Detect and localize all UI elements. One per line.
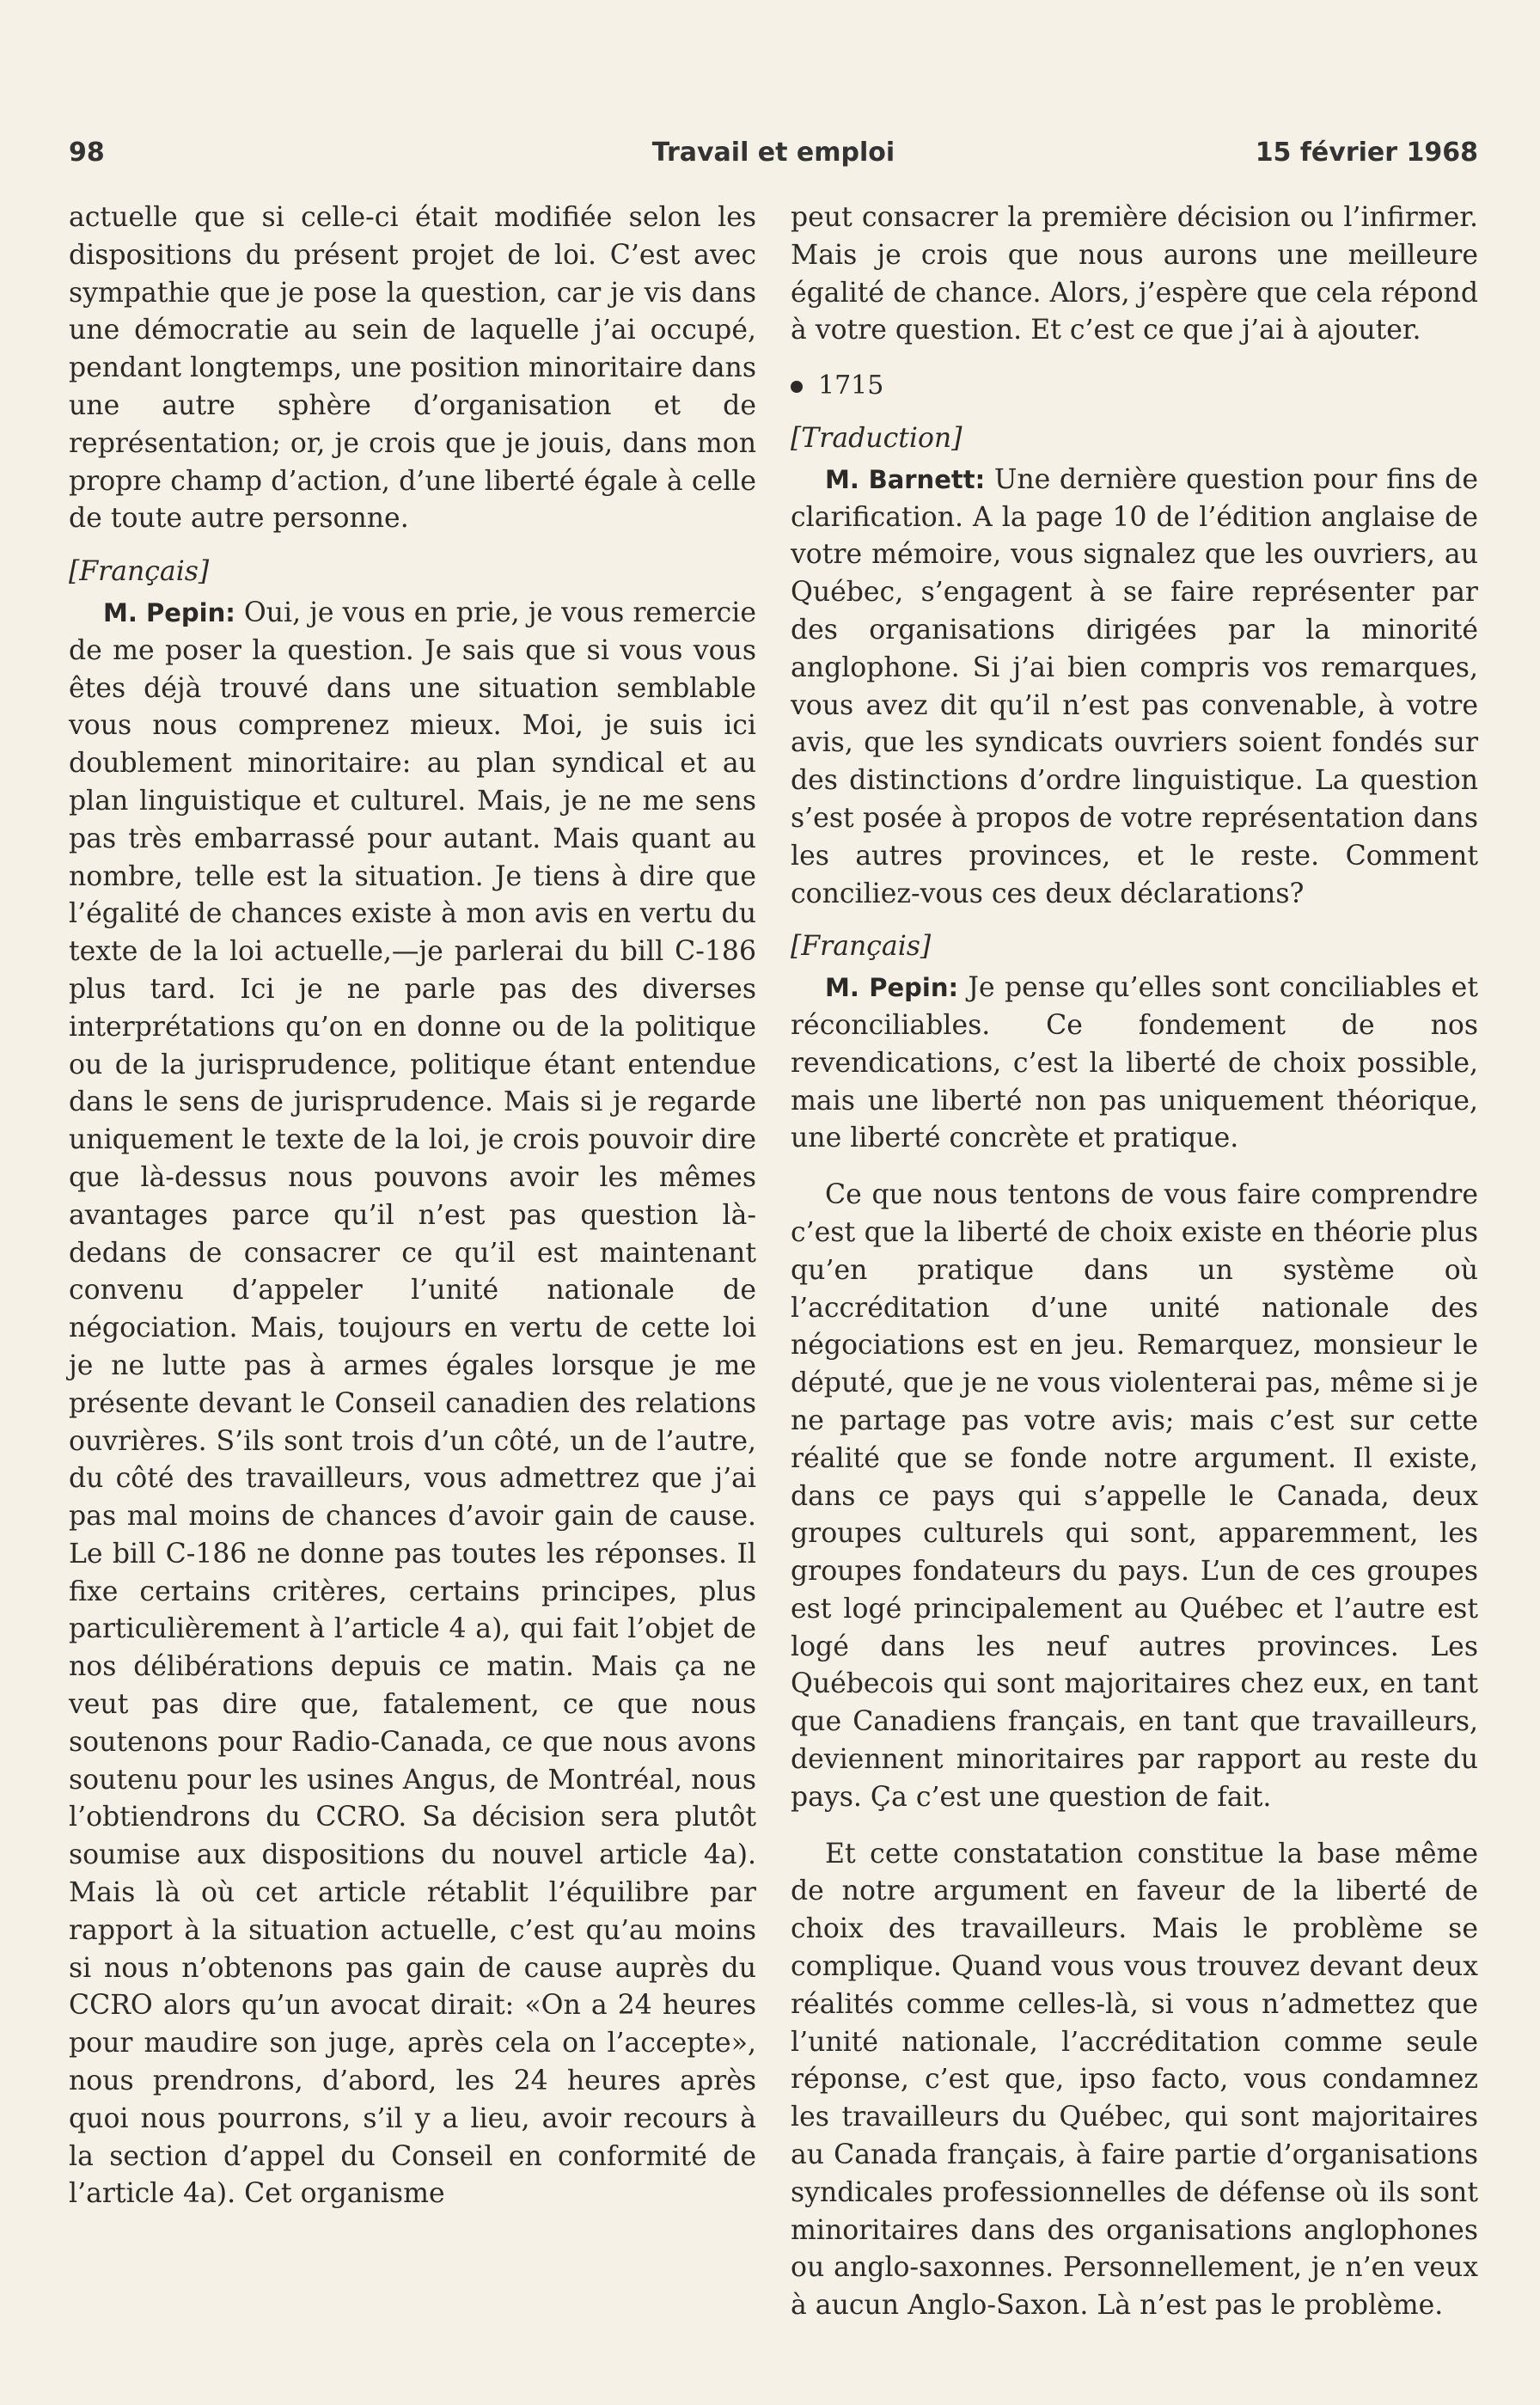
header-date: 15 février 1968 [1255,138,1478,168]
right-column [791,199,1478,2325]
time-marker-number: 1715 [818,370,884,401]
language-tag: [Français] [69,556,210,588]
time-marker [791,367,1478,405]
speech-text: Oui, je vous en prie, je vous remercie de me poser la question. Je sais que si vous vous êtes déjà trouvé dans une situation semblable vous nous comprenez mieux. Moi, je suis ici doublement minoritaire: au plan syndical et au plan linguistique et culturel. Mais, je ne me sens pas très embarrassé pour autant. Mais quant au nombre, telle est la situation. Je tiens à dire que l’égalité de chances existe à mon avis en vertu du texte de la loi actuelle,—je parlerai du bill C-186 plus tard. Ici je ne parle pas des diverses interprétations qu’on en donne ou de la politique ou de la jurisprudence, politique étant entendue dans le sens de jurisprudence. Mais si je regarde uniquement le texte de la loi, je crois pouvoir dire que là-dessus nous pouvons avoir les mêmes avantages parce qu’il n’est pas question là-dedans de consacrer ce qu’il est maintenant convenu d’appeler l’unité nationale de négociation. Mais, toujours en vertu de cette loi je ne lutte pas à armes égales lorsque je me présente devant le Conseil canadien des relations ouvrières. S’ils sont trois d’un côté, un de l’autre, du côté des travailleurs, vous admettrez que j’ai pas mal moins de chances d’avoir gain de cause. Le bill C-186 ne donne pas toutes les réponses. Il fixe certains critères, certains principes, plus particulièrement à l’article 4 a), qui fait l’objet de nos délibérations depuis ce matin. Mais ça ne veut pas dire que, fatalement, ce que nous soutenons pour Radio-Canada, ce que nous avons soutenu pour les usines Angus, de Montréal, nous l’obtiendrons du CCRO. Sa décision sera plutôt soumise aux dispositions du nouvel article 4a). Mais là où cet article rétablit l’équilibre par rapport à la situation actuelle, c’est qu’au moins si nous n’obtenons pas gain de cause auprès du CCRO alors qu’un avocat dirait: «On a 24 heures pour maudire son juge, après cela on l’accepte», nous prendrons, d’abord, les 24 heures après quoi nous pourrons, s’il y a lieu, avoir recours à la section d’appel du Conseil en conformité de l’article 4a). Cet organisme [69,597,756,2210]
speech-text: Je pense qu’elles sont conciliables et réconciliables. Ce fondement de nos revendications, c’est la liberté de choix possible, mais une liberté non pas uniquement théorique, une liberté concrète et pratique. [791,972,1478,1154]
paragraph: peut consacrer la première décision ou l’infirmer. Mais je crois que nous aurons une meilleure égalité de chance. Alors, j’espère que cela répond à votre question. Et c’est ce que j’ai à ajouter. [791,202,1478,346]
paragraph: actuelle que si celle-ci était modifiée selon les dispositions du présent projet de loi. C’est avec sympathie que je pose la question, car je vis dans une démocratie au sein de laquelle j’ai occupé, pendant longtemps, une position minoritaire dans une autre sphère d’organisation et de représentation; or, je crois que je jouis, dans mon propre champ d’action, d’une liberté égale à celle de toute autre personne. [69,202,756,535]
bullet-icon [791,381,803,393]
language-tag: [Traduction] [791,422,962,454]
left-column [69,199,756,2213]
paragraph: Ce que nous tentons de vous faire comprendre c’est que la liberté de choix existe en théorie plus qu’en pratique dans un système où l’accréditation d’une unité nationale des négociations est en jeu. Remarquez, monsieur le député, que je ne vous violenterai pas, même si je ne partage pas votre avis; mais c’est sur cette réalité que se fonde notre argument. Il existe, dans ce pays qui s’appelle le Canada, deux groupes culturels qui sont, apparemment, les groupes fondateurs du pays. L’un de ces groupes est logé principalement au Québec et l’autre est logé dans les neuf autres provinces. Les Québecois qui sont majoritaires chez eux, en tant que Canadiens français, en tant que travailleurs, deviennent minoritaires par rapport au reste du pays. Ça c’est une question de fait. [791,1179,1478,1813]
speech-paragraph [69,595,756,2213]
speaker-name: M. Barnett: [825,464,986,494]
speaker-name: M. Pepin: [825,973,959,1003]
speech-text: Une dernière question pour fins de clarification. A la page 10 de l’édition anglaise de votre mémoire, vous signalez que les ouvriers, au Québec, s’engagent à se faire représenter par des organisations dirigées par la minorité anglophone. Si j’ai bien compris vos remarques, vous avez dit qu’il n’est pas convenable, à votre avis, que les syndicats ouvriers soient fondés sur des distinctions d’ordre linguistique. La question s’est posée à propos de votre représentation dans les autres provinces, et le reste. Comment conciliez-vous ces deux déclarations? [791,463,1478,909]
text-columns [69,199,1478,2365]
language-tag: [Français] [791,931,932,963]
page-header [69,138,1478,174]
speech-paragraph [791,462,1478,914]
speaker-name: M. Pepin: [103,597,235,627]
speech-paragraph [791,970,1478,1158]
page-number: 98 [69,138,105,168]
running-title: Travail et emploi [651,138,895,168]
paragraph: Et cette constatation constitue la base même de notre argument en faveur de la liberté de choix des travailleurs. Mais le problème se complique. Quand vous vous trouvez devant deux réalités comme celles-là, si vous n’admettez que l’unité nationale, l’accréditation comme seule réponse, c’est que, ipso facto, vous condamnez les travailleurs du Québec, qui sont majoritaires au Canada français, à faire partie d’organisations syndicales professionnelles de défense où ils sont minoritaires dans des organisations anglophones ou anglo-saxonnes. Personnellement, je n’en veux à aucun Anglo-Saxon. Là n’est pas le problème. [791,1838,1478,2322]
